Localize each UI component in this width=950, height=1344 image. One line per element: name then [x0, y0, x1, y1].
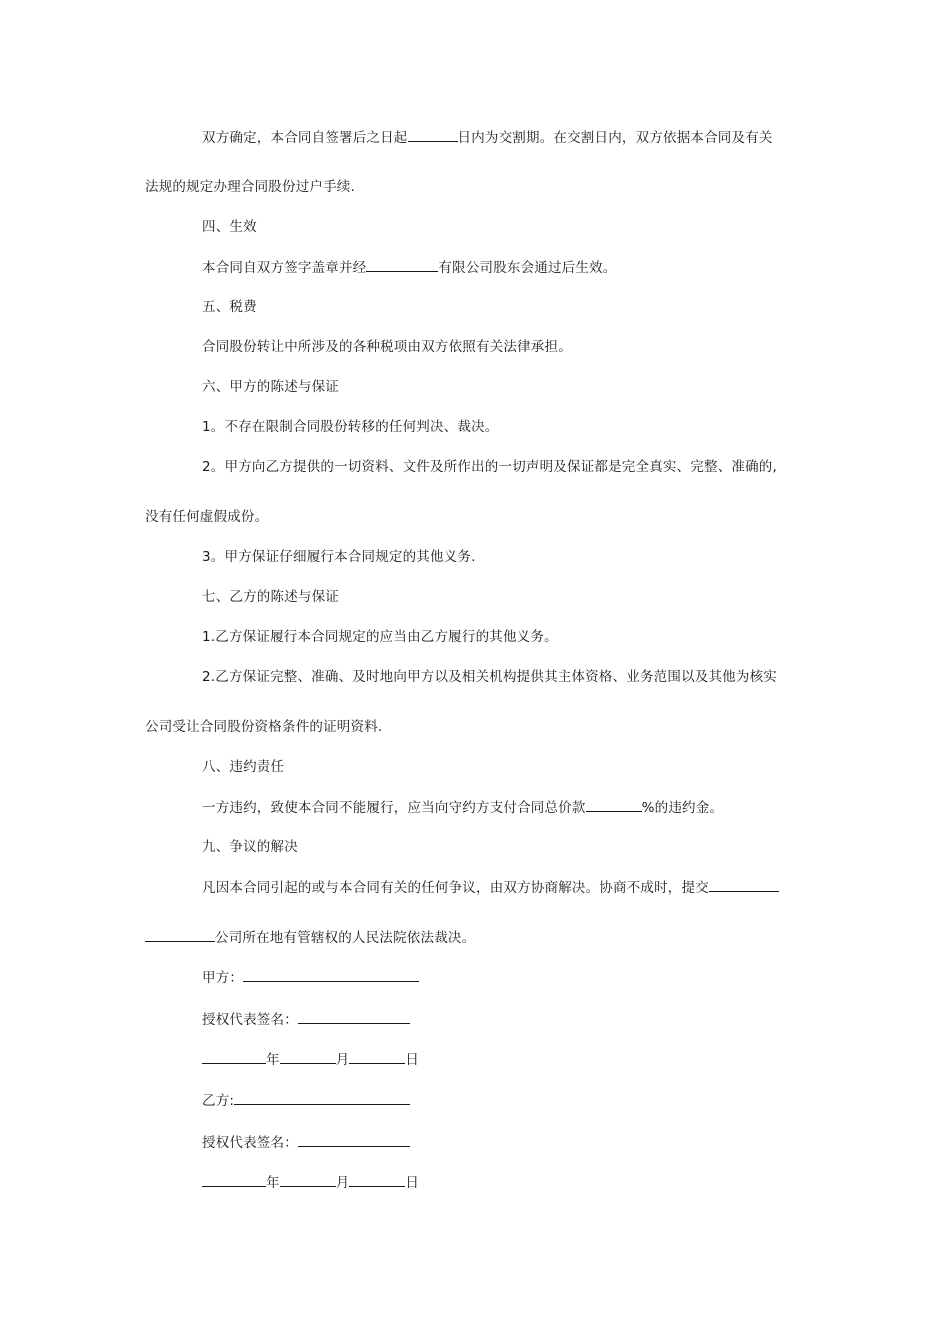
date-b — [202, 1173, 419, 1192]
blank-day-a — [349, 1050, 405, 1064]
clause-b2-continuation: 公司受让合同股份资格条件的证明资料. — [145, 719, 383, 735]
blank-percent — [586, 798, 642, 812]
section-heading-liability: 八、违约责任 — [202, 759, 285, 775]
blank-party-b — [234, 1091, 410, 1105]
text: 本合同自双方签字盖章并经 — [202, 260, 367, 276]
blank-month-a — [280, 1050, 336, 1064]
blank-month-b — [280, 1173, 336, 1187]
clause-a3: 3。甲方保证仔细履行本合同规定的其他义务. — [202, 549, 476, 565]
blank-arbitration-cont — [145, 928, 215, 942]
label: 授权代表签名： — [202, 1012, 298, 1028]
label: 乙方: — [202, 1093, 235, 1109]
paragraph-continuation: 法规的规定办理合同股份过户手续. — [145, 179, 355, 195]
blank-company — [366, 258, 438, 272]
section-heading-dispute: 九、争议的解决 — [202, 839, 298, 855]
signature-party-b — [202, 1091, 410, 1110]
paragraph-dispute-continuation — [145, 928, 475, 947]
section-heading-effect: 四、生效 — [202, 219, 257, 235]
clause-b1: 1.乙方保证履行本合同规定的应当由乙方履行的其他义务。 — [202, 629, 558, 645]
section-heading-taxes: 五、税费 — [202, 299, 257, 315]
label: 日 — [405, 1175, 420, 1191]
blank-arbitration — [709, 878, 779, 892]
label: 月 — [335, 1175, 350, 1191]
section-heading-party-a-warranty: 六、甲方的陈述与保证 — [202, 379, 339, 395]
clause-a2-continuation: 没有任何虚假成份。 — [145, 509, 269, 525]
clause-a2: 2。甲方向乙方提供的一切资料、文件及所作出的一切声明及保证都是完全真实、完整、准确的, — [202, 459, 777, 475]
date-a — [202, 1050, 419, 1069]
label: 授权代表签名： — [202, 1135, 298, 1151]
paragraph-taxes: 合同股份转让中所涉及的各种税项由双方依照有关法律承担。 — [202, 339, 572, 355]
section-heading-party-b-warranty: 七、乙方的陈述与保证 — [202, 589, 339, 605]
label: 甲方： — [202, 970, 244, 986]
text: 凡因本合同引起的或与本合同有关的任何争议，由双方协商解决。协商不成时，提交 — [202, 880, 709, 896]
label: 日 — [405, 1052, 420, 1068]
clause-a1: 1。不存在限制合同股份转移的任何判决、裁决。 — [202, 419, 499, 435]
signature-rep-a — [202, 1010, 410, 1029]
text: 有限公司股东会通过后生效。 — [438, 260, 617, 276]
label: 月 — [335, 1052, 350, 1068]
text: %的违约金。 — [641, 800, 724, 816]
blank-year-b — [202, 1173, 266, 1187]
paragraph-effect — [202, 258, 617, 277]
blank-sign-b — [298, 1133, 410, 1147]
paragraph-liability — [202, 798, 723, 817]
blank-party-a — [243, 968, 419, 982]
text: 公司所在地有管辖权的人民法院依法裁决。 — [215, 930, 476, 946]
blank-days — [408, 128, 458, 142]
blank-year-a — [202, 1050, 266, 1064]
blank-day-b — [349, 1173, 405, 1187]
label: 年 — [266, 1175, 280, 1191]
clause-b2: 2.乙方保证完整、准确、及时地向甲方以及相关机构提供其主体资格、业务范围以及其他为核实 — [202, 669, 777, 685]
blank-sign-a — [298, 1010, 410, 1024]
text: 一方违约，致使本合同不能履行，应当向守约方支付合同总价款 — [202, 800, 586, 816]
label: 年 — [266, 1052, 280, 1068]
text: 双方确定，本合同自签署后之日起 — [202, 130, 408, 146]
signature-party-a — [202, 968, 419, 987]
text: 日内为交割期。在交割日内，双方依据本合同及有关 — [457, 130, 773, 146]
paragraph-dispute — [202, 878, 779, 897]
paragraph-delivery-period — [202, 128, 773, 147]
signature-rep-b — [202, 1133, 410, 1152]
